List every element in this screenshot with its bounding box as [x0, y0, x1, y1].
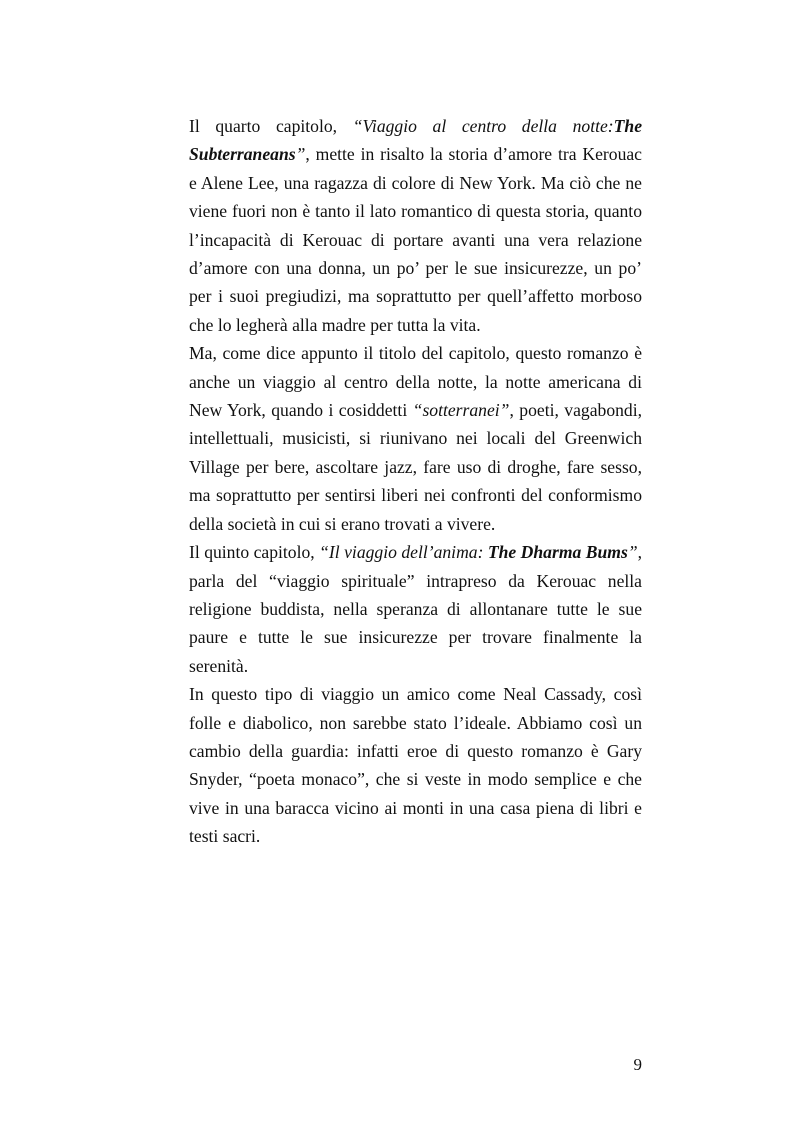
- paragraph-1-intro: Il quarto capitolo,: [189, 116, 353, 136]
- paragraph-quinto-capitolo: [189, 538, 642, 680]
- sotterranei-italic: “sotterranei”: [412, 400, 510, 421]
- chapter-5-quote-close: ”: [627, 542, 638, 563]
- body-text: [189, 112, 642, 851]
- page-number: 9: [633, 1055, 642, 1074]
- paragraph-1-rest: , mette in risalto la storia d’amore tra Kerouac e Alene Lee, una ragazza di colore di New York. Ma ciò che ne viene fuori non è tanto il lato romantico di questa storia, quanto l’incapacità di Kerouac di portare avanti una vera relazione d’amore con una donna, un po’ per le sue insicurezze, un po’ per i suoi pregiudizi, ma soprattutto per quell’affetto morboso che lo legherà alla madre per tutta la vita.: [189, 144, 642, 335]
- paragraph-neal-cassady: In questo tipo di viaggio un amico come Neal Cassady, così folle e diabolico, non sarebbe stato l’ideale. Abbiamo così un cambio della guardia: infatti eroe di questo romanzo è Gary Snyder, “poeta monaco”, che si veste in modo semplice e che vive in una baracca vicino ai monti in una casa piena di libri e testi sacri.: [189, 684, 642, 847]
- chapter-4-book-title: The Subterraneans: [189, 116, 642, 165]
- chapter-4-quote-close: ”: [295, 144, 306, 165]
- paragraph-viaggio-notte: [189, 339, 642, 538]
- paragraph-2-before: Ma, come dice appunto il titolo del capitolo, questo romanzo è anche un viaggio al centro della notte, la notte americana di New York, quando i cosiddetti: [189, 343, 642, 421]
- chapter-4-title-prefix: “Viaggio al centro della notte:: [352, 116, 614, 136]
- paragraph-2-after: , poeti, vagabondi, intellettuali, musicisti, si riunivano nei locali del Greenwich Village per bere, ascoltare jazz, fare uso di droghe, fare sesso, ma soprattutto per sentirsi liberi nei confronti del conformismo della società in cui si erano trovati a vivere.: [189, 400, 642, 534]
- paragraph-quarto-capitolo: [189, 112, 642, 339]
- paragraph-3-rest: , parla del “viaggio spirituale” intrapreso da Kerouac nella religione buddista, nella speranza di allontanare tutte le sue paure e tutte le sue insicurezze per trovare finalmente la serenità.: [189, 542, 643, 676]
- chapter-5-title-quote: [319, 542, 637, 562]
- chapter-5-book-title: The Dharma Bums: [487, 542, 628, 563]
- paragraph-3-intro: Il quinto capitolo,: [189, 542, 320, 563]
- chapter-5-title-prefix: “Il viaggio dell’anima:: [319, 542, 488, 563]
